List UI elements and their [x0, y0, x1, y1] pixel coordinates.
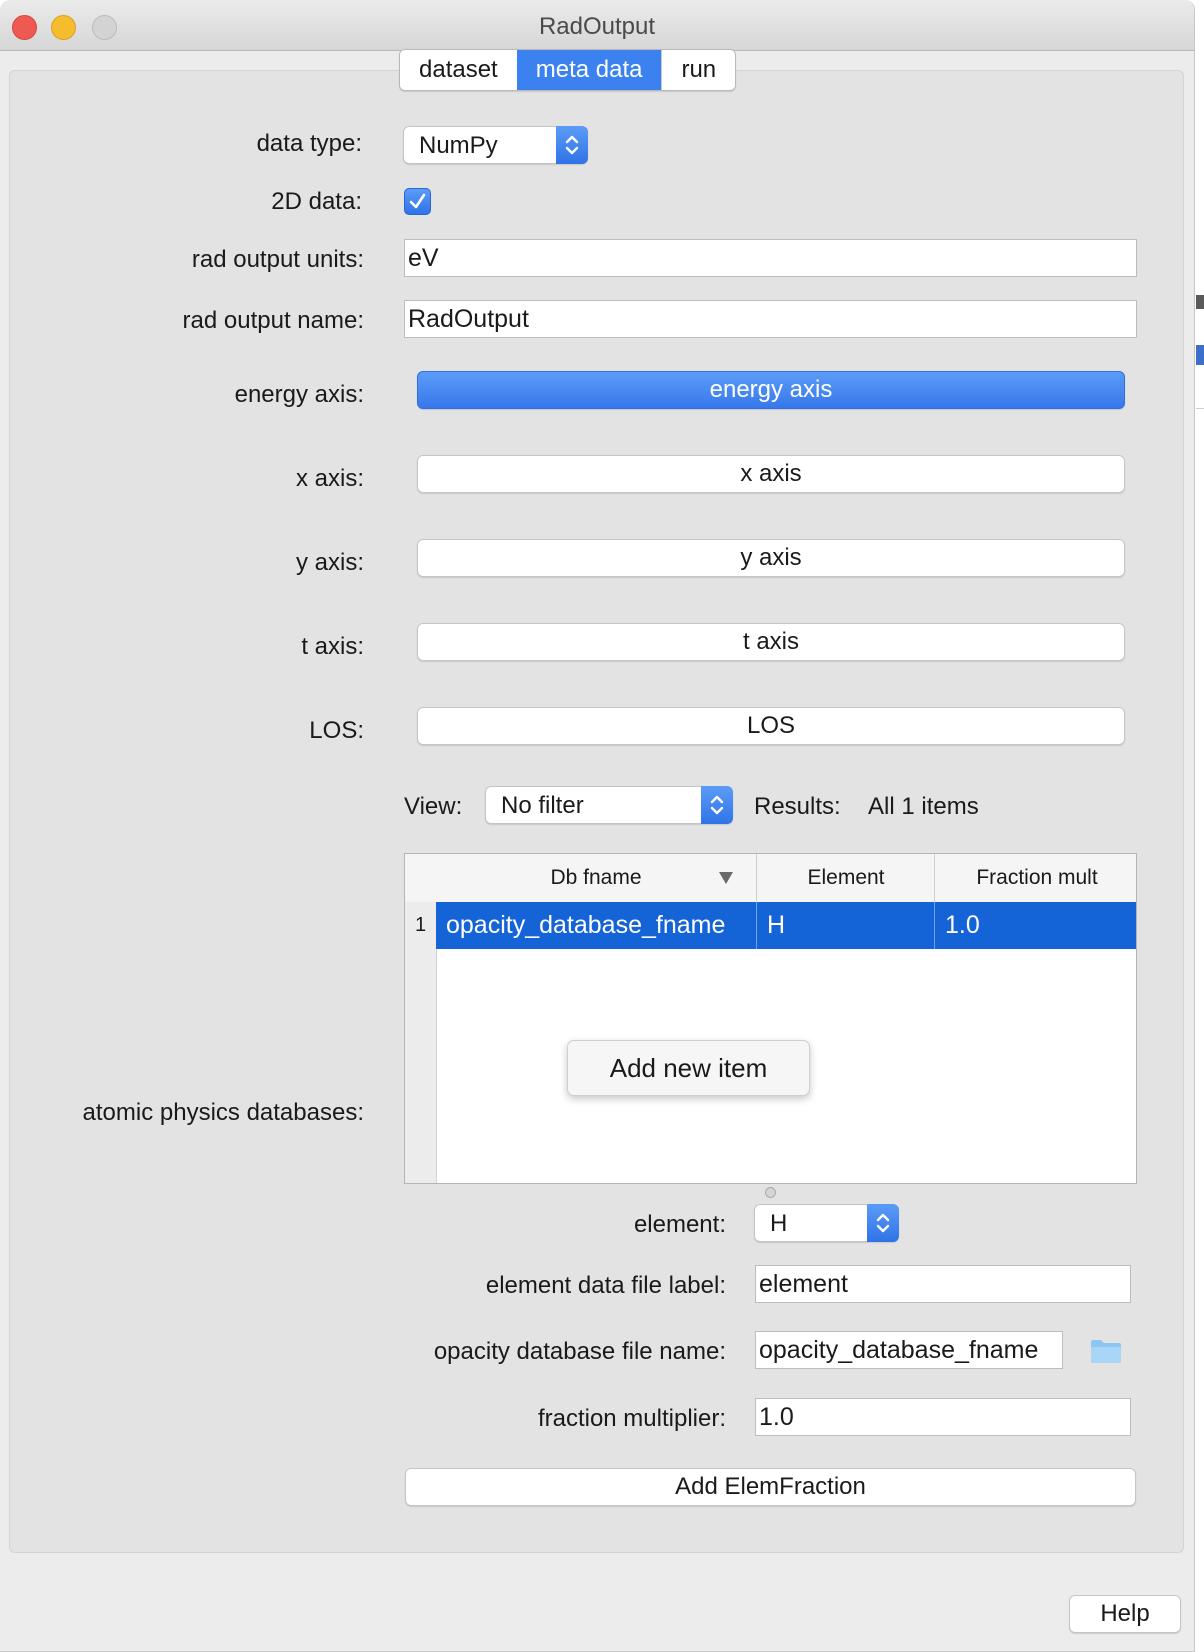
folder-icon[interactable] — [1089, 1337, 1123, 1365]
opacity-database-file-name-input[interactable]: opacity_database_fname — [755, 1331, 1063, 1369]
element-data-file-label-label: element data file label: — [485, 1272, 726, 1299]
tab-run[interactable]: run — [661, 50, 735, 90]
view-label: View: — [404, 793, 463, 820]
table-header — [405, 854, 1136, 903]
element-select[interactable] — [754, 1204, 899, 1242]
help-button[interactable]: Help — [1069, 1595, 1181, 1633]
rad-output-units-label: rad output units: — [191, 246, 364, 273]
rad-output-name-label: rad output name: — [182, 307, 364, 334]
los-button[interactable]: LOS — [417, 707, 1125, 745]
title-bar[interactable] — [0, 0, 1194, 51]
two-d-data-label: 2D data: — [271, 188, 362, 215]
element-value: H — [770, 1210, 788, 1237]
data-type-label: data type: — [256, 130, 362, 157]
opacity-database-file-name-label: opacity database file name: — [433, 1338, 726, 1365]
energy-axis-label: energy axis: — [234, 381, 364, 408]
rad-output-name-input[interactable]: RadOutput — [404, 300, 1137, 338]
rad-output-units-input[interactable]: eV — [404, 239, 1137, 277]
two-d-data-checkbox[interactable] — [404, 188, 431, 215]
up-down-chevron-icon — [867, 1204, 899, 1242]
tab-meta-data[interactable]: meta data — [517, 50, 662, 90]
element-data-file-label-input[interactable]: element — [755, 1265, 1131, 1303]
databases-table[interactable] — [404, 853, 1137, 1184]
splitter-handle[interactable] — [765, 1187, 776, 1198]
cell-element[interactable]: H — [756, 902, 934, 949]
column-header-fraction-mult[interactable]: Fraction mult — [934, 854, 1137, 902]
up-down-chevron-icon — [701, 786, 733, 824]
background-window-edge — [1196, 345, 1204, 365]
atomic-physics-databases-label: atomic physics databases: — [82, 1099, 364, 1126]
t-axis-label: t axis: — [301, 633, 364, 660]
los-label: LOS: — [309, 717, 364, 744]
window-title: RadOutput — [538, 13, 656, 40]
tab-dataset[interactable]: dataset — [400, 50, 517, 90]
y-axis-label: y axis: — [295, 549, 364, 576]
fraction-multiplier-input[interactable]: 1.0 — [755, 1398, 1131, 1436]
view-filter-value: No filter — [501, 792, 584, 819]
energy-axis-button[interactable]: energy axis — [417, 371, 1125, 409]
t-axis-button[interactable]: t axis — [417, 623, 1125, 661]
x-axis-label: x axis: — [295, 465, 364, 492]
data-type-select[interactable] — [403, 126, 588, 164]
sort-descending-icon — [718, 871, 734, 885]
results-count: All 1 items — [868, 793, 979, 820]
y-axis-button[interactable]: y axis — [417, 539, 1125, 577]
column-header-element[interactable]: Element — [756, 854, 935, 902]
tab-bar — [399, 49, 736, 91]
up-down-chevron-icon — [556, 126, 588, 164]
add-elem-fraction-button[interactable]: Add ElemFraction — [405, 1468, 1136, 1506]
x-axis-button[interactable]: x axis — [417, 455, 1125, 493]
view-filter-select[interactable] — [485, 786, 733, 824]
column-header-db-fname[interactable]: Db fname — [550, 866, 642, 889]
element-label: element: — [633, 1211, 726, 1238]
add-new-item-menu-item[interactable]: Add new item — [567, 1040, 810, 1096]
checkmark-icon — [408, 192, 427, 211]
data-type-value: NumPy — [419, 132, 498, 159]
cell-db-fname[interactable]: opacity_database_fname — [436, 902, 756, 949]
results-label: Results: — [754, 793, 841, 820]
background-window-edge — [1196, 408, 1204, 409]
row-number: 1 — [405, 902, 437, 949]
background-window-edge — [1196, 295, 1204, 309]
fraction-multiplier-label: fraction multiplier: — [537, 1405, 726, 1432]
table-row[interactable] — [405, 902, 1136, 949]
cell-fraction-mult[interactable]: 1.0 — [934, 902, 1137, 949]
